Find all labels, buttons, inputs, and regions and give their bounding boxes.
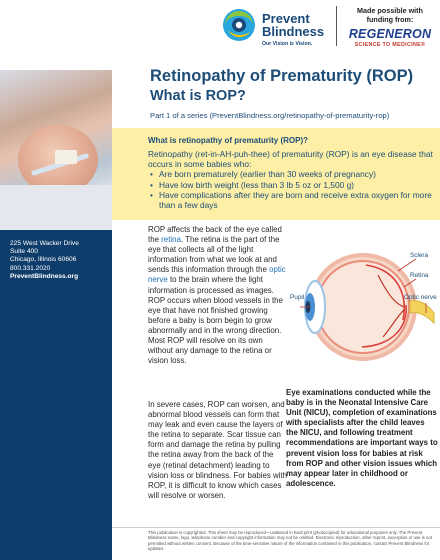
address-suite: Suite 400 <box>10 248 38 256</box>
contact-address <box>10 240 110 281</box>
address-phone: 800.331.2020 <box>10 264 51 272</box>
series-note: Part 1 of a series (PreventBlindness.org/retinopathy-of-prematurity-rop) <box>150 111 390 120</box>
list-item: • Have complications after they are born and receive extra oxygen for more than a few days <box>148 190 434 210</box>
retina-label: Retina <box>410 272 429 279</box>
sponsor-logo: REGENERON <box>348 27 432 41</box>
logo-wordmark: Prevent Blindness <box>262 11 325 39</box>
sponsor-tagline: SCIENCE TO MEDICINE® <box>354 42 426 48</box>
sidebar-top-blank <box>0 0 112 70</box>
body-paragraph-2: In severe cases, ROP can worsen, and abnormal blood vessels can form that may leak and even cause the layers of the retina to separate. Scar tissue can form and damage the retina by pulling the retina away from the back of the eye (retinal detachment) leading to vision loss or blindness. For babies with ROP, it is difficult to know which cases will resolve or worsen. <box>148 400 288 500</box>
sclera-label: Sclera <box>410 252 429 259</box>
copyright-footer: This publication is copyrighted. This sheet may be reproduced—unaltered in hard print (photocopied) for educational purposes only. The Prevent Blindness name, logo, telephone number and copyright information may not be omitted. Electronic reproduction, other reprint, excerption or use is not permitted without written consent. Because of the time-sensitive nature of the information contained in this publication, contact Prevent Blindness for updates. <box>148 530 432 551</box>
retina-link[interactable]: retina <box>161 235 181 245</box>
pupil-label: Pupil <box>290 294 305 301</box>
logo-tagline: Our Vision is Vision. <box>262 41 313 47</box>
funding-note: Made possible with funding from: <box>357 6 423 24</box>
eye-anatomy-diagram <box>288 235 438 375</box>
address-website-link[interactable]: PreventBlindness.org <box>10 272 79 280</box>
address-street: 225 West Wacker Drive <box>10 240 79 247</box>
callout-bullet-list <box>148 169 434 210</box>
callout-intro: Retinopathy (ret-in-AH-puh-thee) of prematurity (ROP) is an eye disease that occurs in some babies who: <box>148 149 433 170</box>
list-item: • Have low birth weight (less than 3 lb 5 oz or 1,500 g) <box>148 180 434 190</box>
eye-swirl-icon <box>222 8 256 42</box>
premature-baby-photo <box>0 70 112 230</box>
address-city: Chicago, Illinois 60606 <box>10 256 77 264</box>
body-paragraph-1: ROP affects the back of the eye called the retina. The retina is the part of the eye that collects all of the light information from what we look at and sends this information through the optic nerve to the brain where the light information is processed as images. ROP occurs when blood vessels in the eye that have not finished growing before a baby is born begin to grow abnormally and in the wrong direction. Most ROP will resolve on its own without any damage to the retina or vision loss. <box>148 225 286 366</box>
list-item: • Are born prematurely (earlier than 30 weeks of pregnancy) <box>148 169 434 179</box>
prevent-blindness-logo <box>222 8 332 52</box>
header-divider <box>336 6 337 46</box>
callout-question: What is retinopathy of prematurity (ROP)? <box>148 136 309 145</box>
page-title: Retinopathy of Prematurity (ROP) <box>150 67 414 85</box>
optic-nerve-link[interactable]: optic nerve <box>148 265 286 285</box>
page-subtitle: What is ROP? <box>150 88 246 104</box>
exam-recommendation: Eye examinations conducted while the baby is in the Neonatal Intensive Care Unit (NICU), completion of examinations with specialists after the child leaves the NICU, and following treatment recommendations are important ways to prevent vision loss for babies at risk from ROP and other vision issues which may appear later in childhood or adolescence. <box>286 388 438 488</box>
footer-divider <box>112 527 440 528</box>
optic-nerve-label: Optic nerve <box>404 294 437 301</box>
definition-callout <box>112 128 440 220</box>
sclera-pointer <box>398 259 416 271</box>
